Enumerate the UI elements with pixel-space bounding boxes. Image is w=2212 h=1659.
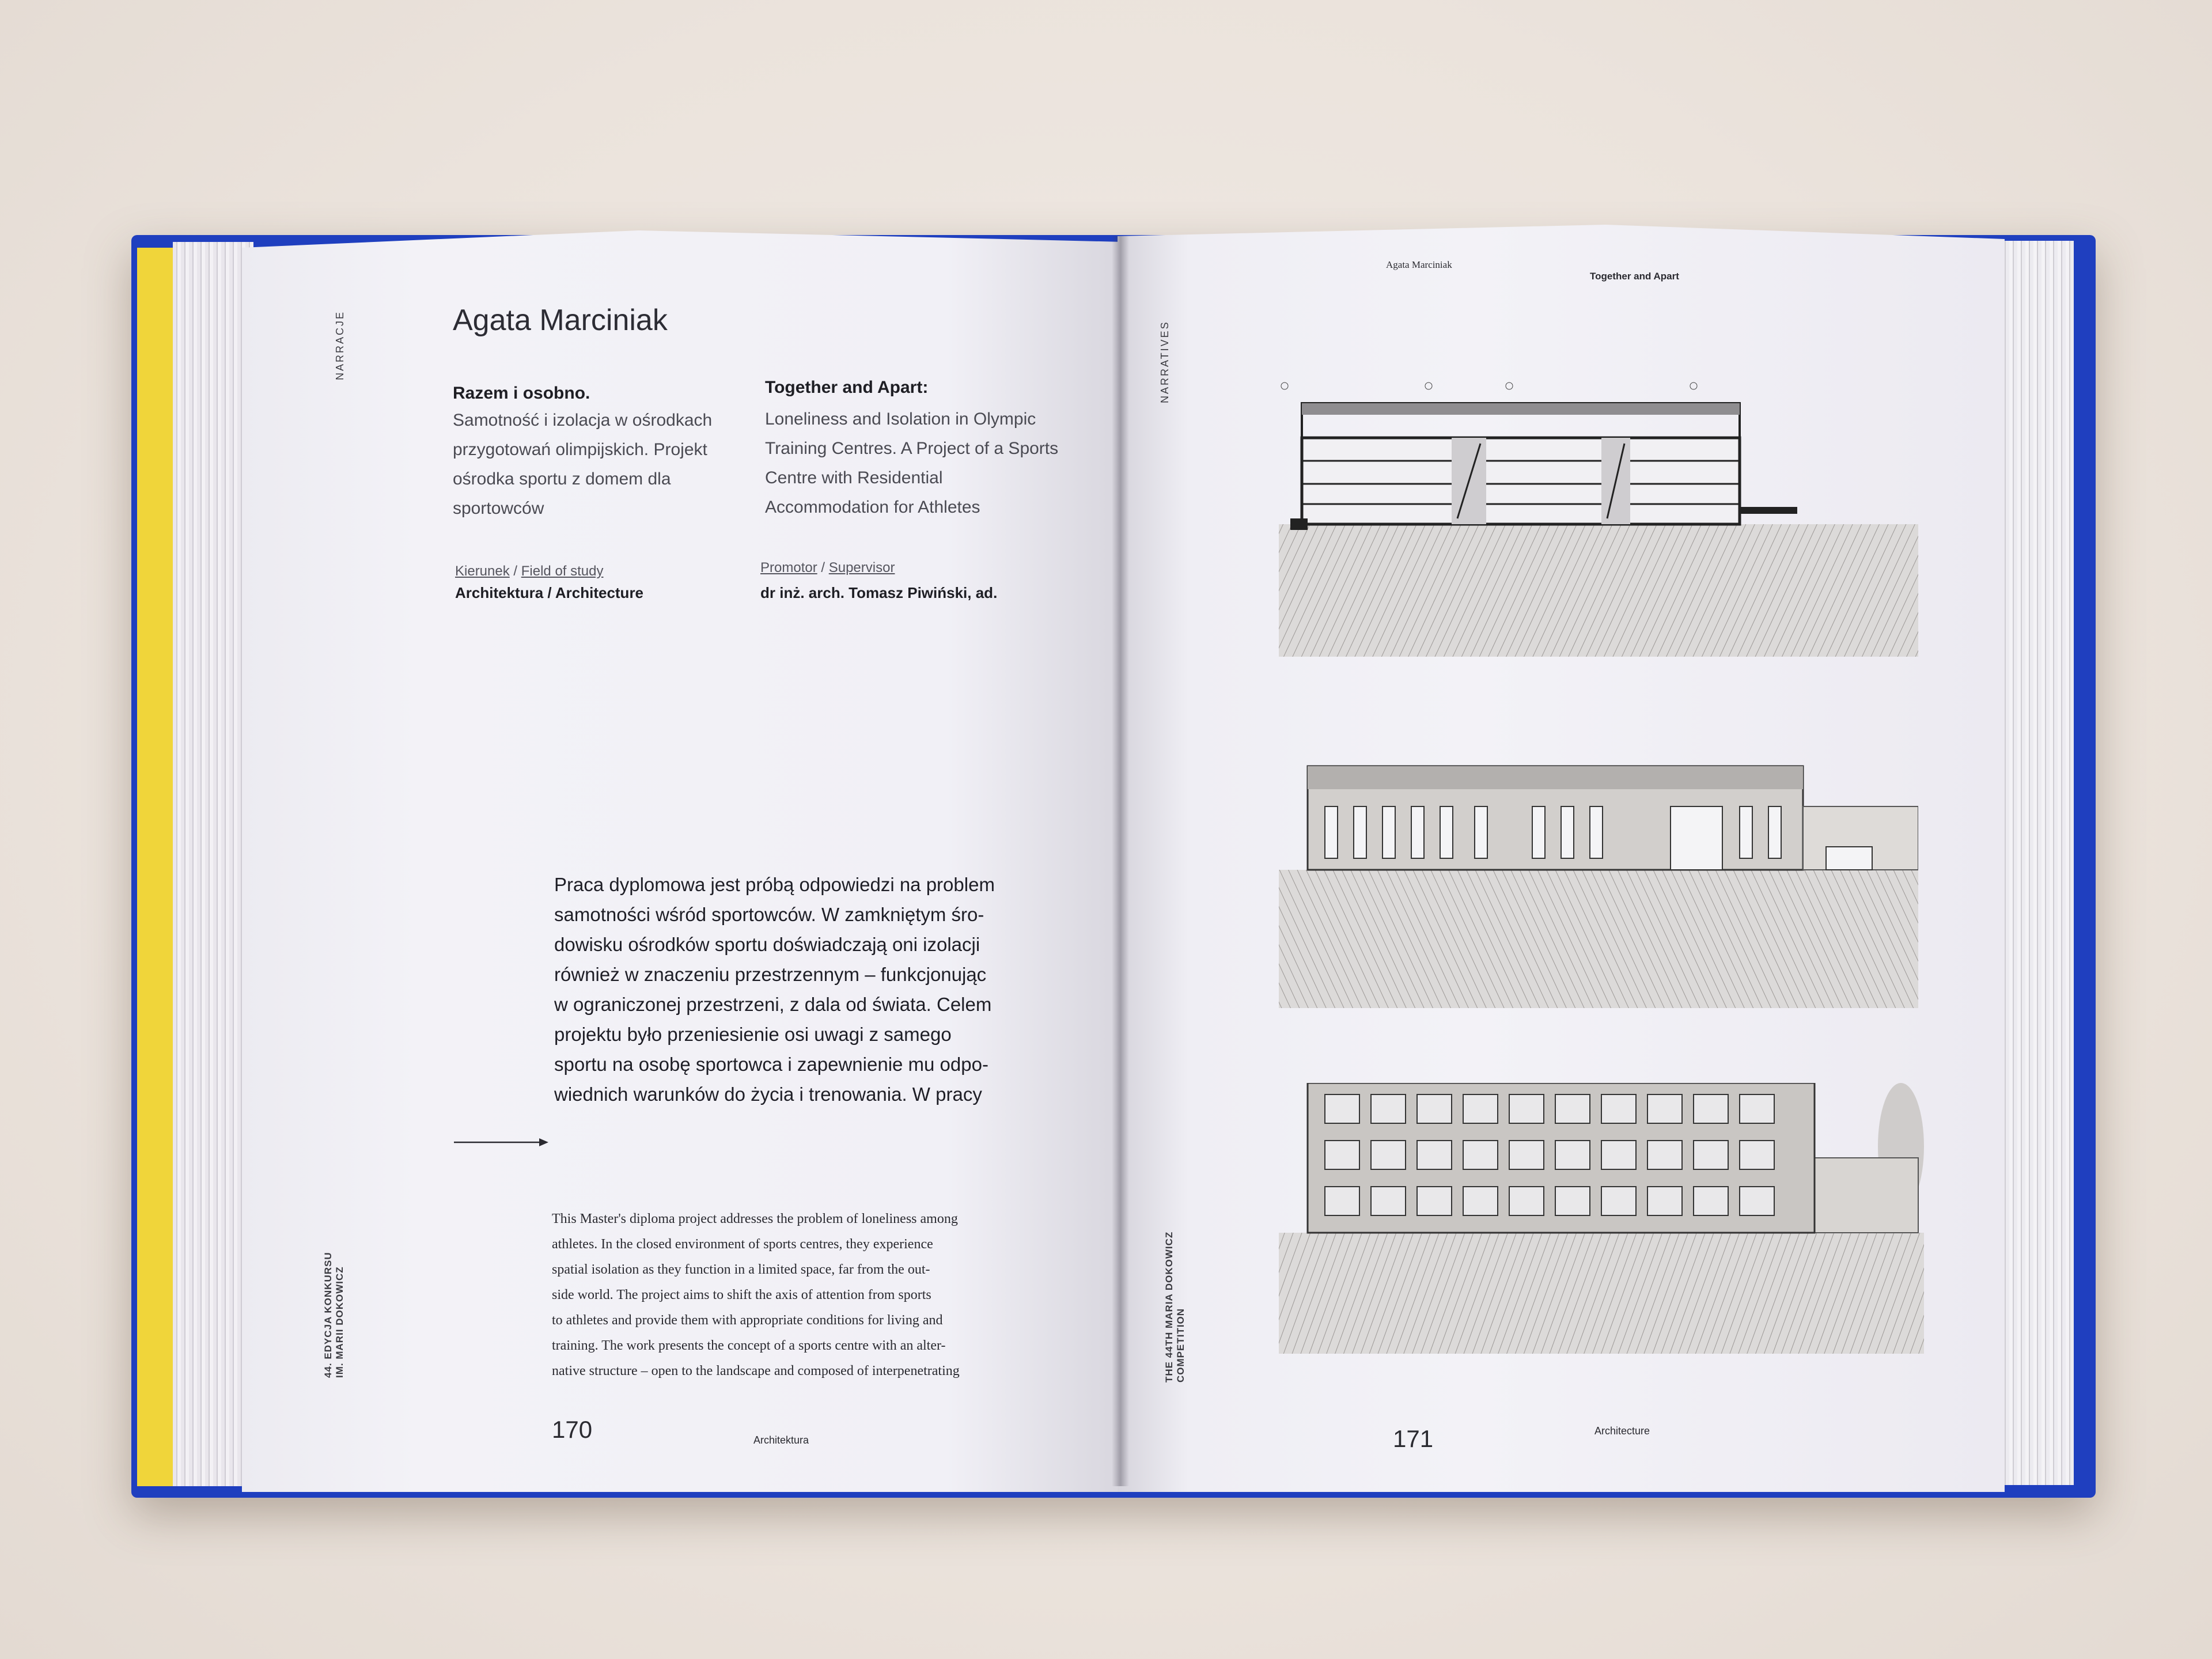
- side-label-left: NARRACJE: [334, 310, 346, 380]
- body-en-line: side world. The project aims to shift the axis of attention from sports: [552, 1287, 931, 1302]
- field-value: Architektura / Architecture: [455, 584, 644, 601]
- subtitle-en: Loneliness and Isolation in Olympic Training Centres. A Project of a Sports Centre with Residential Accommodation for Athletes: [765, 410, 1059, 517]
- body-en-line: native structure – open to the landscape and composed of interpenetrating: [552, 1363, 960, 1378]
- body-pl-line: również w znaczeniu przestrzennym – funkcjonując: [554, 964, 987, 985]
- footer-vertical-line: THE 44TH MARIA DOKOWICZ: [1164, 1231, 1175, 1382]
- body-en-line: This Master's diploma project addresses the problem of loneliness among: [552, 1211, 958, 1226]
- subtitle-pl: Samotność i izolacja w ośrodkach przygotowań olimpijskich. Projekt ośrodka sportu z domem dla sportowców: [453, 411, 713, 518]
- body-pl-line: wiednich warunków do życia i trenowania. W pracy: [554, 1084, 982, 1105]
- arrow-right-icon: [453, 1134, 551, 1151]
- footer-vertical-left: [323, 1252, 346, 1378]
- body-en-line: athletes. In the closed environment of sports centres, they experience: [552, 1237, 933, 1252]
- building-elevation-drawing-1: [1279, 755, 1918, 1008]
- footer-vertical-right: [1164, 1232, 1187, 1382]
- body-pl-line: sportu na osobę sportowca i zapewnienie mu odpo-: [554, 1054, 988, 1075]
- footer-vertical-line: COMPETITION: [1175, 1308, 1186, 1382]
- field-label: Kierunek / Field of study: [455, 563, 604, 579]
- body-en-line: to athletes and provide them with appropriate conditions for living and: [552, 1313, 943, 1328]
- book-gutter: [1112, 236, 1129, 1486]
- title-en: Together and Apart:: [765, 378, 929, 397]
- running-title: Together and Apart: [1590, 271, 1679, 282]
- footer-section-left: Architektura: [753, 1434, 809, 1446]
- footer-vertical-line: 44. EDYCJA KONKURSU: [323, 1252, 334, 1378]
- body-text-pl: [554, 870, 995, 1109]
- footer-vertical-line: IM. MARII DOKOWICZ: [334, 1266, 345, 1378]
- author-name: Agata Marciniak: [453, 304, 668, 337]
- body-pl-line: Praca dyplomowa jest próbą odpowiedzi na problem: [554, 874, 995, 895]
- field-label-en: Field of study: [521, 563, 604, 579]
- body-en-line: spatial isolation as they function in a limited space, far from the out-: [552, 1262, 930, 1277]
- footer-section-right: Architecture: [1594, 1425, 1650, 1437]
- building-elevation-drawing-2: [1279, 1083, 1924, 1354]
- promotor-value: dr inż. arch. Tomasz Piwiński, ad.: [760, 584, 998, 601]
- promotor-label-en: Supervisor: [828, 560, 895, 575]
- body-text-en: [552, 1206, 960, 1384]
- body-pl-line: w ograniczonej przestrzeni, z dala od świata. Celem: [554, 994, 992, 1015]
- body-pl-line: dowisku ośrodków sportu doświadczają oni izolacji: [554, 934, 980, 955]
- body-en-line: training. The work presents the concept of a sports centre with an alter-: [552, 1338, 946, 1353]
- side-label-right: NARRATIVES: [1159, 320, 1171, 403]
- page-number-right: 171: [1393, 1425, 1434, 1452]
- page-number-left: 170: [552, 1416, 593, 1443]
- body-pl-line: projektu było przeniesienie osi uwagi z samego: [554, 1024, 952, 1045]
- field-label-pl: Kierunek: [455, 563, 510, 579]
- promotor-label-pl: Promotor: [760, 560, 817, 575]
- right-page-stack: [1993, 241, 2074, 1485]
- running-author: Agata Marciniak: [1386, 259, 1452, 270]
- left-page-stack: [173, 242, 253, 1486]
- body-pl-line: samotności wśród sportowców. W zamkniętym śro-: [554, 904, 984, 925]
- promotor-label: Promotor / Supervisor: [760, 560, 895, 575]
- building-section-drawing: [1279, 380, 1918, 657]
- title-pl: Razem i osobno.: [453, 384, 590, 403]
